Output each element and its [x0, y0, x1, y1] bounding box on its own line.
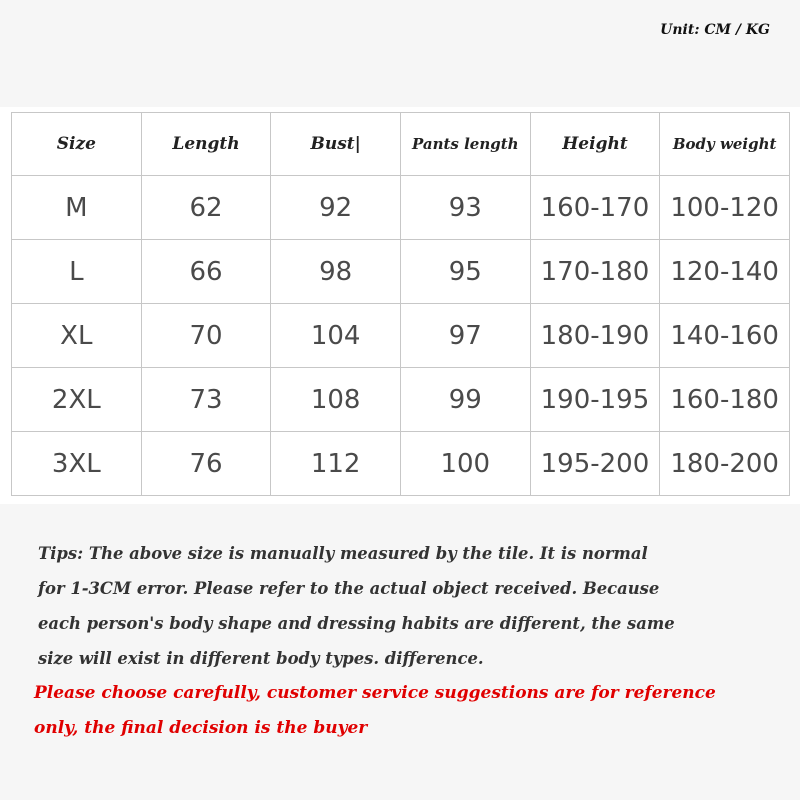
- size-chart-table: [11, 112, 790, 496]
- cell-bust: 112: [271, 432, 401, 496]
- cell-size: 3XL: [12, 432, 142, 496]
- cell-length: 70: [141, 304, 271, 368]
- cell-bust: 108: [271, 368, 401, 432]
- tips-text: [38, 536, 778, 676]
- cell-height: 180-190: [530, 304, 660, 368]
- cell-pants-length: 100: [400, 432, 530, 496]
- header-pants-length: Pants length: [400, 113, 530, 176]
- cell-height: 160-170: [530, 176, 660, 240]
- cell-height: 195-200: [530, 432, 660, 496]
- cell-body-weight: 140-160: [660, 304, 790, 368]
- warning-line: only, the final decision is the buyer: [34, 718, 368, 738]
- tips-line: size will exist in different body types. difference.: [38, 649, 484, 668]
- cell-size: 2XL: [12, 368, 142, 432]
- table-header-row: [12, 113, 790, 176]
- cell-body-weight: 100-120: [660, 176, 790, 240]
- table-row: [12, 176, 790, 240]
- cell-size: M: [12, 176, 142, 240]
- cell-bust: 98: [271, 240, 401, 304]
- cell-size: XL: [12, 304, 142, 368]
- table-row: [12, 240, 790, 304]
- header-height: Height: [530, 113, 660, 176]
- cell-height: 190-195: [530, 368, 660, 432]
- cell-length: 66: [141, 240, 271, 304]
- table-row: [12, 432, 790, 496]
- cell-body-weight: 160-180: [660, 368, 790, 432]
- tips-line: for 1-3CM error. Please refer to the actual object received. Because: [38, 579, 660, 598]
- cell-body-weight: 120-140: [660, 240, 790, 304]
- warning-text: [34, 676, 794, 746]
- cell-length: 76: [141, 432, 271, 496]
- unit-label: Unit: CM / KG: [660, 22, 770, 38]
- cell-bust: 92: [271, 176, 401, 240]
- cell-pants-length: 99: [400, 368, 530, 432]
- cell-bust: 104: [271, 304, 401, 368]
- cell-height: 170-180: [530, 240, 660, 304]
- table-row: [12, 304, 790, 368]
- cell-length: 73: [141, 368, 271, 432]
- tips-line: each person's body shape and dressing habits are different, the same: [38, 614, 675, 633]
- tips-line: Tips: The above size is manually measured by the tile. It is normal: [38, 544, 648, 563]
- warning-line: Please choose carefully, customer service suggestions are for reference: [34, 683, 716, 703]
- cell-pants-length: 95: [400, 240, 530, 304]
- header-body-weight: Body weight: [660, 113, 790, 176]
- cell-pants-length: 97: [400, 304, 530, 368]
- cell-length: 62: [141, 176, 271, 240]
- header-length: Length: [141, 113, 271, 176]
- header-bust: Bust|: [271, 113, 401, 176]
- cell-size: L: [12, 240, 142, 304]
- cell-body-weight: 180-200: [660, 432, 790, 496]
- header-size: Size: [12, 113, 142, 176]
- cell-pants-length: 93: [400, 176, 530, 240]
- table-row: [12, 368, 790, 432]
